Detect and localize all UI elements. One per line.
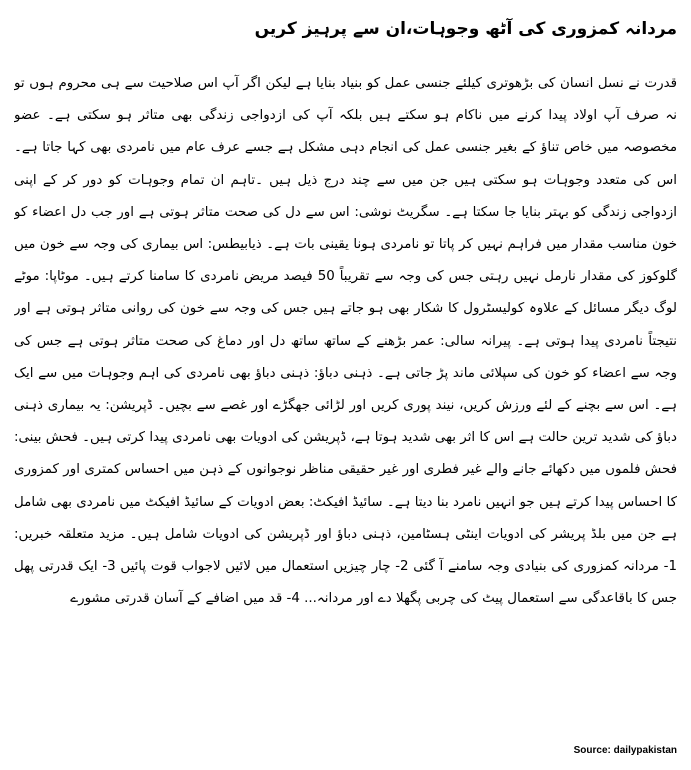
article-body: قدرت نے نسل انسان کی بڑھوتری کیلئے جنسی عمل کو بنیاد بنایا ہے لیکن اگر آپ اس صلاحیت سے ہی محروم ہوں تو نہ صرف آپ اولاد پیدا کرنے میں ناکام ہو سکتے ہیں بلکہ آپ کی ازدواجی زندگی بھی متاثر ہو سکتی ہے۔ عضو مخصوصہ میں خاص تناؤ کے بغیر جنسی عمل کی انجام دہی مشکل ہے جسے عرف عام میں نامردی بھی کہا جاتا ہے۔اس کی متعدد وجوہات ہو سکتی ہیں جن میں سے چند درج ذیل ہیں ۔تاہم ان تمام وجوہات کو دور کر کے اپنی ازدواجی زندگی کو بہتر بنایا جا سکتا ہے۔ سگریٹ نوشی: اس سے دل کی صحت متاثر ہوتی ہے اور جب دل اعضاء کو خون مناسب مقدار میں فراہم نہیں کر پاتا تو نامردی ہونا یقینی بات ہے۔ ذیابیطس: اس بیماری کی وجہ سے خون میں گلوکوز کی مقدار نارمل نہیں رہتی جس کی وجہ سے تقریباً 50 فیصد مریض نامردی کا سامنا کرتے ہیں۔ موٹاپا: موٹے لوگ دیگر مسائل کے علاوہ کولیسٹرول کا شکار بھی ہو جاتے ہیں جس کی وجہ سے خون کی روانی متاثر ہوتی ہے اور نتیجتاً نامردی پیدا ہوتی ہے۔ پیرانہ سالی: عمر بڑھنے کے ساتھ ساتھ دل اور دماغ کی صحت متاثر ہوتی ہے جس کی وجہ سے اعضاء کو خون کی سپلائی ماند پڑ جاتی ہے۔ ذہنی دباؤ: ذہنی دباؤ بھی نامردی کی اہم وجوہات میں سے ایک ہے۔ اس سے بچنے کے لئے ورزش کریں، نیند پوری کریں اور لڑائی جھگڑے اور غصے سے بچیں۔ ڈپریشن: یہ بیماری ذہنی دباؤ کی شدید ترین حالت ہے اس کا اثر بھی شدید ہوتا ہے، ڈپریشن کی ادویات بھی نامردی پیدا کرتی ہیں۔ فحش بینی: فحش فلموں میں دکھائے جانے والے غیر فطری اور غیر حقیقی مناظر نوجوانوں کے ذہن میں احساس کمتری اور کمزوری کا احساس پیدا کرتے ہیں جو انہیں نامرد بنا دیتا ہے۔ سائیڈ افیکٹ: بعض ادویات کے سائیڈ افیکٹ میں نامردی بھی شامل ہے جن میں بلڈ پریشر کی ادویات اینٹی ہسٹامین، ذہنی دباؤ اور ڈپریشن کی ادویات شامل ہیں۔ مزید متعلقہ خبریں: 1- مردانہ کمزوری کی بنیادی وجہ سامنے آ گئی 2- چار چیزیں استعمال میں لائیں لاجواب قوت پائیں 3- ایک قدرتی پھل جس کا باقاعدگی سے استعمال پیٹ کی چربی پگھلا دے اور مردانہ... 4- قد میں اضافے کے آسان قدرتی مشورے [14,76,677,607]
source-credit: Source: dailypakistan [573,745,677,756]
article-title: مردانہ کمزوری کی آٹھ وجوہات،ان سے پرہیز کریں [254,19,677,39]
